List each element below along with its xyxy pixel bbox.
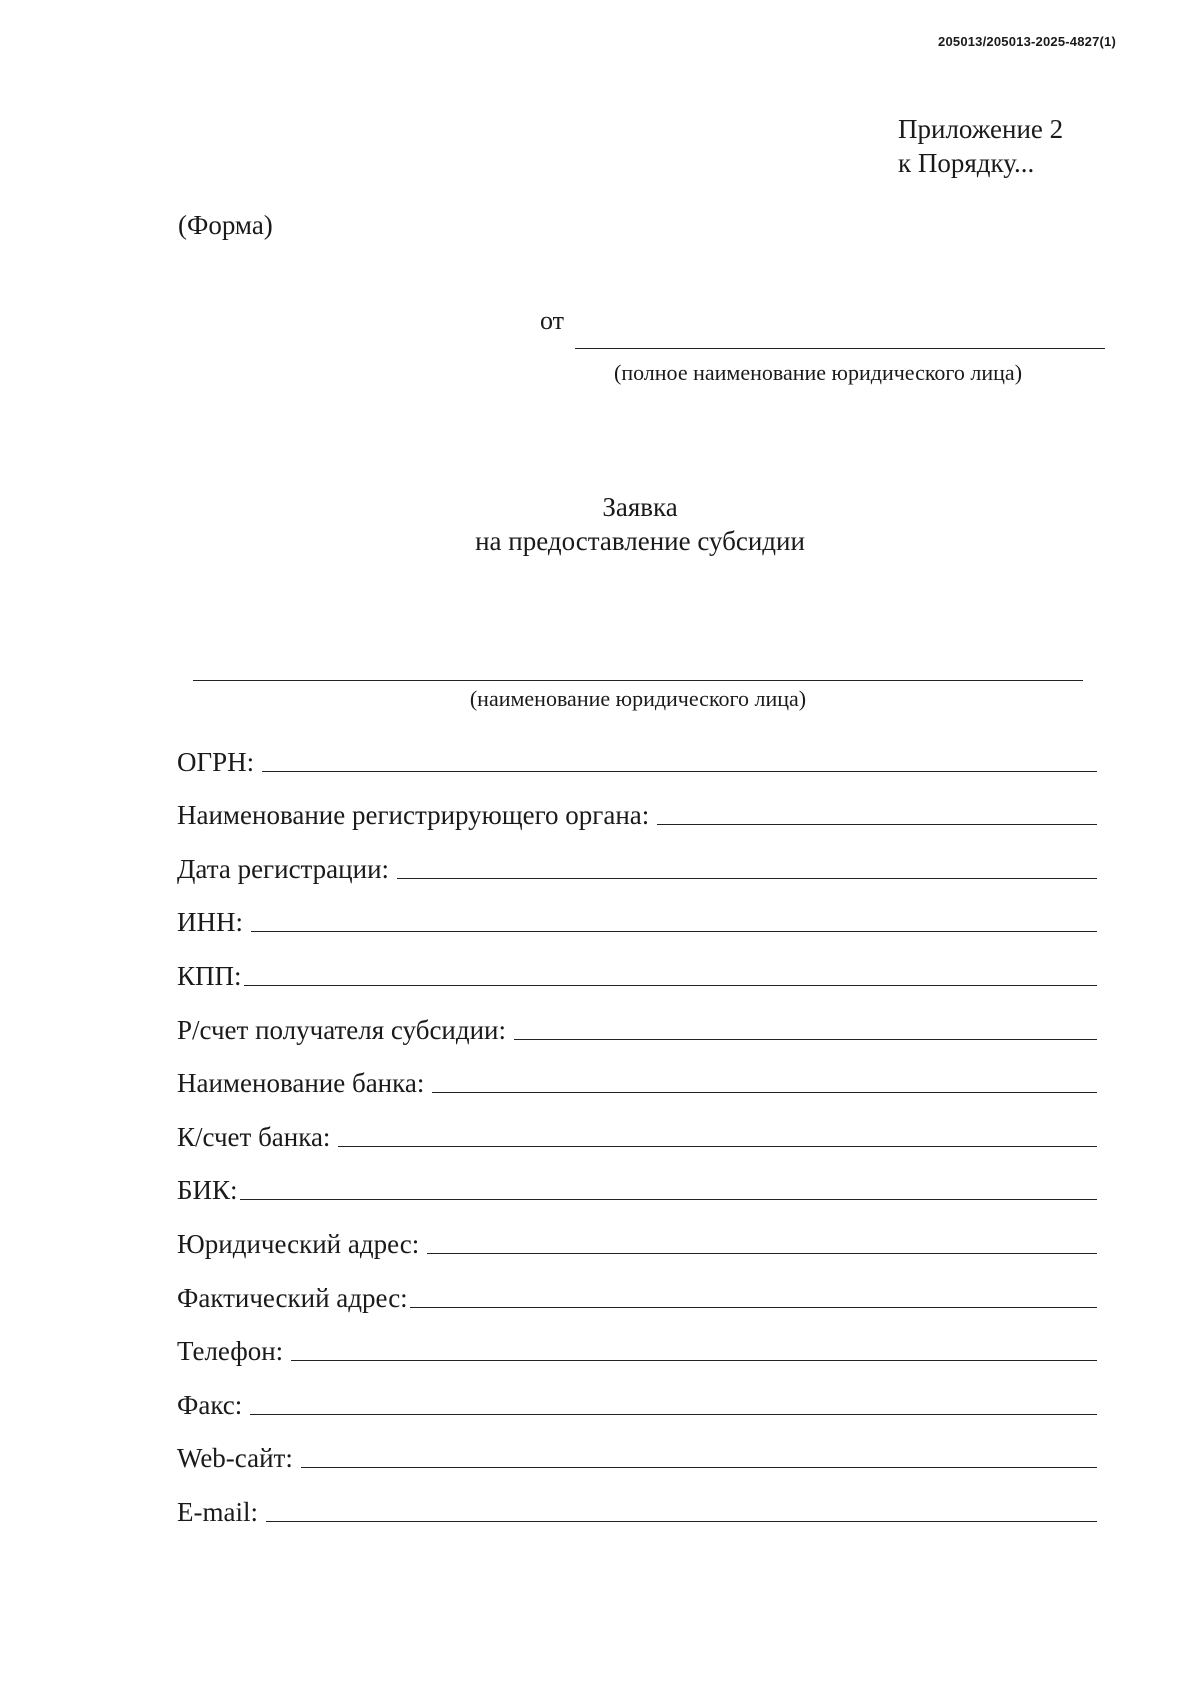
field-bik[interactable] xyxy=(177,1157,1097,1211)
field-label: ОГРН: xyxy=(177,746,255,777)
title-line-2: на предоставление субсидии xyxy=(475,526,805,556)
field-input-line[interactable] xyxy=(250,1413,1097,1415)
organization-name-line[interactable] xyxy=(193,680,1083,681)
field-inn[interactable] xyxy=(177,889,1097,943)
field-input-line[interactable] xyxy=(410,1306,1097,1308)
field-label: Дата регистрации: xyxy=(177,853,390,884)
from-input-line[interactable] xyxy=(575,348,1105,349)
field-input-line[interactable] xyxy=(514,1038,1097,1040)
field-input-line[interactable] xyxy=(266,1520,1097,1522)
field-input-line[interactable] xyxy=(432,1091,1097,1093)
from-label: от xyxy=(540,306,565,335)
field-input-line[interactable] xyxy=(301,1466,1097,1468)
field-input-line[interactable] xyxy=(262,770,1097,772)
field-label: Р/счет получателя субсидии: xyxy=(177,1014,507,1045)
field-label: КПП: xyxy=(177,960,242,991)
field-input-line[interactable] xyxy=(244,984,1097,986)
title-line-1: Заявка xyxy=(602,492,678,522)
field-website[interactable] xyxy=(177,1425,1097,1479)
field-label: Наименование банка: xyxy=(177,1068,425,1099)
field-label: ИНН: xyxy=(177,907,243,938)
field-input-line[interactable] xyxy=(427,1252,1097,1254)
organization-name-caption: (наименование юридического лица) xyxy=(469,686,807,711)
field-registration-date[interactable] xyxy=(177,835,1097,889)
from-caption: (полное наименование юридического лица) xyxy=(614,360,1023,385)
field-legal-address[interactable] xyxy=(177,1210,1097,1264)
field-label: E-mail: xyxy=(177,1496,258,1527)
field-kpp[interactable] xyxy=(177,942,1097,996)
from-field[interactable] xyxy=(540,306,1105,350)
field-label: БИК: xyxy=(177,1175,238,1206)
field-phone[interactable] xyxy=(177,1318,1097,1372)
field-actual-address[interactable] xyxy=(177,1264,1097,1318)
document-title xyxy=(0,490,1200,558)
appendix-reference xyxy=(898,112,1063,180)
appendix-line-2: к Порядку... xyxy=(898,148,1035,178)
field-label: Юридический адрес: xyxy=(177,1228,420,1259)
field-input-line[interactable] xyxy=(338,1145,1097,1147)
document-number: 205013/205013-2025-4827(1) xyxy=(938,34,1116,49)
field-ogrn[interactable] xyxy=(177,728,1097,782)
requisites-fields xyxy=(177,728,1097,1532)
field-label: Телефон: xyxy=(177,1336,284,1367)
field-settlement-account[interactable] xyxy=(177,996,1097,1050)
field-label: Web-сайт: xyxy=(177,1443,293,1474)
field-registration-authority[interactable] xyxy=(177,782,1097,836)
appendix-line-1: Приложение 2 xyxy=(898,114,1064,144)
field-input-line[interactable] xyxy=(251,930,1097,932)
field-input-line[interactable] xyxy=(657,823,1097,825)
field-input-line[interactable] xyxy=(397,877,1097,879)
field-email[interactable] xyxy=(177,1478,1097,1532)
field-input-line[interactable] xyxy=(240,1198,1097,1200)
field-label: Факс: xyxy=(177,1389,243,1420)
field-input-line[interactable] xyxy=(291,1359,1097,1361)
form-note: (Форма) xyxy=(178,210,273,240)
field-fax[interactable] xyxy=(177,1371,1097,1425)
field-correspondent-account[interactable] xyxy=(177,1103,1097,1157)
field-label: Фактический адрес: xyxy=(177,1282,408,1313)
field-label: К/счет банка: xyxy=(177,1121,331,1152)
field-label: Наименование регистрирующего органа: xyxy=(177,800,650,831)
field-bank-name[interactable] xyxy=(177,1050,1097,1104)
